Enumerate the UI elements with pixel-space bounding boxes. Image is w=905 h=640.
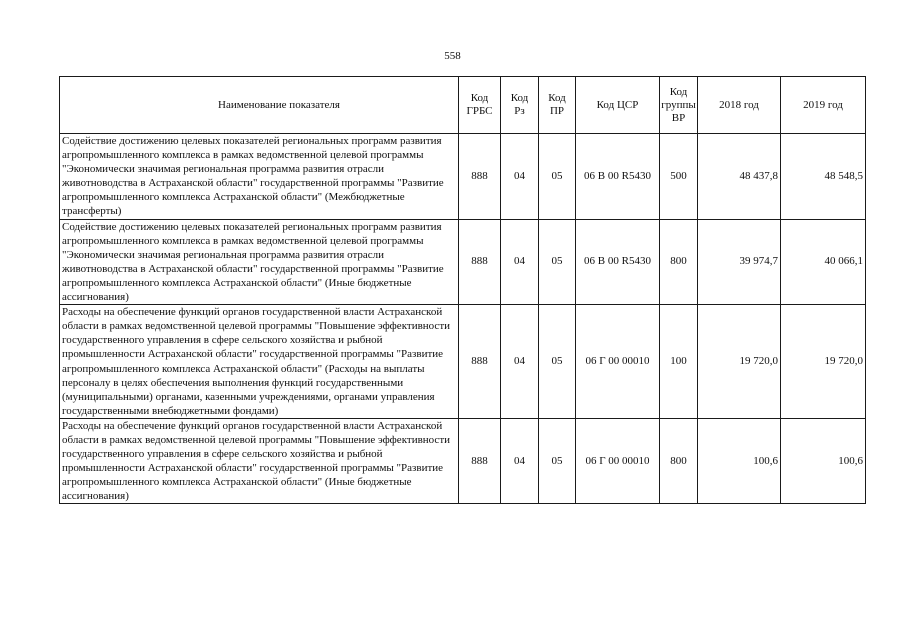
row-name: Расходы на обеспечение функций органов государственной власти Астраханской области в рамках ведомственной целевой программы "Повышение эффективности государственного управления в сфере сельского хозяйства и рыбной промышленности Астраханской области" государственной программы "Развитие агропромышленного комплекса Астраханской области" (Иные бюджетные ассигнования) [60,418,459,504]
header-2019: 2019 год [781,77,866,134]
row-2019: 100,6 [781,418,866,504]
header-pr-line-1: Код [548,92,566,104]
row-2018: 48 437,8 [698,134,781,220]
header-vr-line-3: ВР [671,111,686,124]
header-pr-line-2: ПР [549,105,565,117]
header-rz-line-2: Рз [514,105,525,117]
header-grbs-line-1: Код [470,92,489,104]
header-csr: Код ЦСР [576,77,660,134]
header-vr [660,77,698,134]
header-name: Наименование показателя [60,77,459,134]
row-name: Расходы на обеспечение функций органов государственной власти Астраханской области в рамках ведомственной целевой программы "Повышение эффективности государственного управления в сфере сельского хозяйства и рыбной промышленности Астраханской области" государственной программы "Развитие агропромышленного комплекса Астраханской области" (Расходы на выплаты персоналу в целях обеспечения выполнения функций государственными (муниципальными) органами, казенными учреждениями, органами управления государственными внебюджетными фондами) [60,305,459,419]
row-grbs: 888 [459,134,501,220]
row-2019: 48 548,5 [781,134,866,220]
table-row [60,219,866,305]
row-csr: 06 В 00 R5430 [576,134,660,220]
row-name: Содействие достижению целевых показателей региональных программ развития агропромышленного комплекса в рамках ведомственной целевой программы "Экономически значимая региональная программа развития отрасли животноводства в Астраханской области" государственной программы "Развитие агропромышленного комплекса Астраханской области" (Иные бюджетные ассигнования) [60,219,459,305]
row-rz: 04 [501,305,539,419]
row-grbs: 888 [459,418,501,504]
budget-table [59,76,866,504]
header-vr-line-2: группы [661,98,696,111]
row-pr: 05 [539,418,576,504]
table-row [60,418,866,504]
row-name: Содействие достижению целевых показателей региональных программ развития агропромышленного комплекса в рамках ведомственной целевой программы "Экономически значимая региональная программа развития отрасли животноводства в Астраханской области" государственной программы "Развитие агропромышленного комплекса Астраханской области" (Межбюджетные трансферты) [60,134,459,220]
row-2019: 40 066,1 [781,219,866,305]
row-pr: 05 [539,219,576,305]
row-rz: 04 [501,134,539,220]
row-2019: 19 720,0 [781,305,866,419]
row-vr: 800 [660,219,698,305]
row-csr: 06 Г 00 00010 [576,418,660,504]
row-2018: 19 720,0 [698,305,781,419]
row-pr: 05 [539,305,576,419]
row-2018: 100,6 [698,418,781,504]
header-vr-line-1: Код [669,85,688,98]
page-number: 558 [444,50,461,62]
row-vr: 100 [660,305,698,419]
row-rz: 04 [501,418,539,504]
row-grbs: 888 [459,305,501,419]
table-row [60,305,866,419]
row-2018: 39 974,7 [698,219,781,305]
row-vr: 500 [660,134,698,220]
table-header-row [60,77,866,134]
header-pr [539,77,576,134]
row-pr: 05 [539,134,576,220]
header-2018: 2018 год [698,77,781,134]
header-grbs-line-2: ГРБС [466,105,493,117]
row-grbs: 888 [459,219,501,305]
row-rz: 04 [501,219,539,305]
header-grbs [459,77,501,134]
row-csr: 06 Г 00 00010 [576,305,660,419]
header-rz-line-1: Код [510,92,529,104]
row-csr: 06 В 00 R5430 [576,219,660,305]
row-vr: 800 [660,418,698,504]
header-rz [501,77,539,134]
table-row [60,134,866,220]
